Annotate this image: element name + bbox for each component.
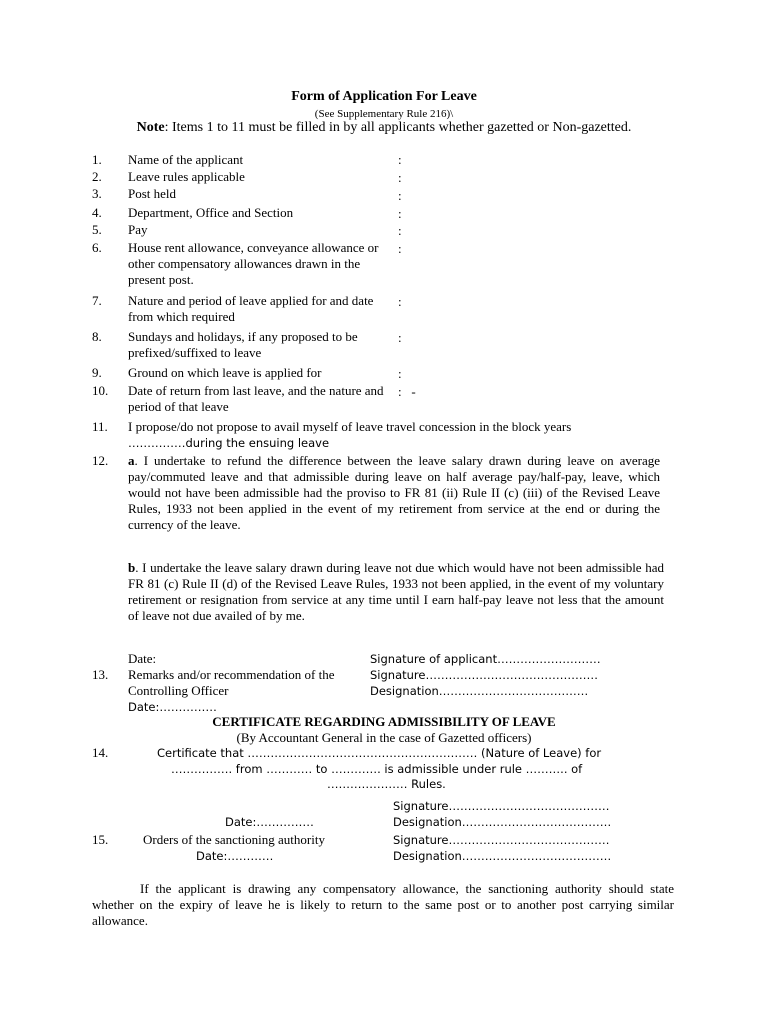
sanctioning-signature: Signature……………………………………	[393, 833, 610, 847]
item-number: 13.	[92, 667, 109, 682]
item-11-line-1: I propose/do not propose to avail myself of leave travel concession in the block years	[128, 419, 572, 434]
certificate-heading: CERTIFICATE REGARDING ADMISSIBILITY OF LEAVE	[212, 714, 556, 729]
note-label: Note	[136, 120, 165, 135]
item-11-line-2: ……………during the ensuing leave	[128, 436, 330, 450]
item-number: 1.	[92, 152, 102, 167]
item-label: Department, Office and Section	[128, 205, 294, 220]
sanctioning-date: Date:…………	[196, 849, 274, 863]
item-colon: :	[398, 223, 402, 238]
item-12-b-label: b	[128, 560, 136, 575]
certificate-line-3: ………………… Rules.	[327, 777, 446, 791]
item-label: Nature and period of leave applied for and date from which required	[128, 293, 374, 324]
note-text: : Items 1 to 11 must be filled in by all applicants whether gazetted or Non-gazetted.	[164, 120, 632, 135]
item-label: Pay	[128, 222, 148, 237]
item-label: Name of the applicant	[128, 152, 244, 167]
item-number: 8.	[92, 329, 102, 344]
form-note	[0, 120, 768, 136]
item-colon: :	[398, 366, 402, 381]
item-number: 4.	[92, 205, 102, 220]
form-subtitle: (See Supplementary Rule 216)\	[314, 108, 454, 120]
item-colon: :	[398, 188, 402, 203]
certificate-subheading: (By Accountant General in the case of Gazetted officers)	[236, 730, 532, 745]
certificate-signature: Signature……………………………………	[393, 799, 610, 813]
controlling-designation: Designation…………………………………	[370, 684, 589, 698]
item-number: 9.	[92, 365, 102, 380]
form-title: Form of Application For Leave	[291, 89, 477, 104]
item-number: 11.	[92, 419, 108, 434]
item-colon: :	[398, 170, 402, 185]
item-colon: : -	[398, 384, 416, 399]
item-colon: :	[398, 294, 402, 309]
date-label: Date:	[128, 651, 157, 666]
item-colon: :	[398, 330, 402, 345]
certificate-line-1: Certificate that …………………………………………………… (Nature of Leave) for	[157, 746, 602, 760]
item-number: 14.	[92, 745, 109, 760]
item-number: 5.	[92, 222, 102, 237]
certificate-line-2: ……………. from ………… to …………. is admissible under rule ……….. of	[171, 762, 583, 776]
item-number: 6.	[92, 240, 102, 255]
item-number: 2.	[92, 169, 102, 184]
controlling-date: Date:……………	[128, 700, 217, 714]
item-label: Ground on which leave is applied for	[128, 365, 322, 380]
item-12-b	[128, 560, 664, 624]
footer-paragraph: If the applicant is drawing any compensatory allowance, the sanctioning authority should state whether on the expiry of leave he is likely to return to the same post or to another post carrying similar allowance.	[92, 881, 674, 928]
controlling-signature: Signature………………………………………	[370, 668, 598, 682]
item-number: 3.	[92, 186, 102, 201]
item-label: House rent allowance, conveyance allowance or other compensatory allowances drawn in the present post.	[128, 240, 379, 287]
certificate-date: Date:……………	[225, 815, 314, 829]
item-number: 10.	[92, 383, 109, 398]
item-12-a-text: . I undertake to refund the difference between the leave salary drawn during leave on average pay/commuted leave and that admissible during leave on half average pay/half-pay, leave, which would not have been admissible had the proviso to FR 81 (ii) Rule II (c) (iii) of the Revised Leave Rules, 1933 not been applied in the event of my retirement from service at the end or during the currency of the leave.	[128, 453, 660, 532]
item-12-a-label: a	[128, 453, 135, 468]
sanctioning-orders: Orders of the sanctioning authority	[143, 832, 325, 847]
item-label: Date of return from last leave, and the nature and period of that leave	[128, 383, 384, 414]
certificate-designation: Designation…………………………………	[393, 815, 612, 829]
item-12-a	[128, 453, 660, 533]
item-colon: :	[398, 206, 402, 221]
item-label: Leave rules applicable	[128, 169, 245, 184]
remarks-line-1: Remarks and/or recommendation of the	[128, 667, 335, 682]
item-colon: :	[398, 241, 402, 256]
applicant-signature: Signature of applicant………………………	[370, 652, 601, 666]
item-label: Post held	[128, 186, 177, 201]
item-number: 7.	[92, 293, 102, 308]
item-number: 15.	[92, 832, 109, 847]
item-12-b-text: . I undertake the leave salary drawn during leave not due which would have not been admissible had FR 81 (c) Rule II (d) of the Revised Leave Rules, 1933 not been applied, in the event of my voluntary retirement or resignation from service at any time until I earn half-pay leave not less that the amount of leave not due availed of by me.	[128, 560, 664, 623]
item-label: Sundays and holidays, if any proposed to be prefixed/suffixed to leave	[128, 329, 358, 360]
item-colon: :	[398, 152, 402, 167]
remarks-line-2: Controlling Officer	[128, 683, 229, 698]
item-number: 12.	[92, 453, 109, 468]
sanctioning-designation: Designation…………………………………	[393, 849, 612, 863]
